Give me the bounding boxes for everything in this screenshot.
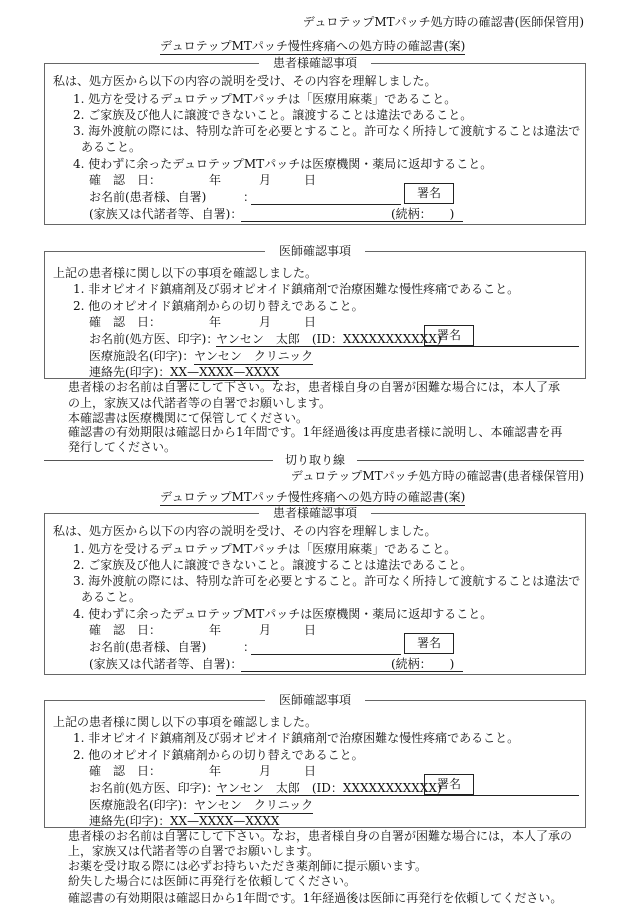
- note-line: 確認書の有効期限は確認日から1年間です。1年経過後は医師に再発行を依頼してください。: [68, 891, 563, 905]
- month-label: 月: [259, 315, 272, 329]
- doctor-confirmation-box: [44, 693, 586, 828]
- name-label: お名前(患者様、自署): [89, 190, 207, 204]
- sign-box: 署名: [424, 774, 474, 795]
- relation-label: (続柄： ): [391, 207, 455, 221]
- family-label: (家族又は代諾者等、自署)：: [89, 207, 243, 221]
- list-item: 2. 他のオピオイド鎮痛剤からの切り替えであること。: [73, 299, 364, 313]
- doc-header: デュロテップMTパッチ処方時の確認書(医師保管用): [302, 15, 584, 29]
- contact-label: 連絡先(印字)：: [89, 814, 171, 828]
- year-label: 年: [209, 315, 222, 329]
- relation-label: (続柄： ): [391, 657, 455, 671]
- doctor-name-label: お名前(処方医、印字)：: [89, 332, 219, 346]
- lead-text: 上記の患者様に関し以下の事項を確認しました。: [53, 266, 318, 280]
- date-label: 確 認 日：: [89, 764, 162, 778]
- section-heading: 医師確認事項: [265, 244, 365, 258]
- list-item: 1. 非オピオイド鎮痛剤及び弱オピオイド鎮痛剤で治療困難な慢性疼痛であること。: [73, 731, 520, 745]
- sign-box: 署名: [404, 633, 454, 654]
- note-line: 発行してください。: [68, 440, 177, 454]
- contact-label: 連絡先(印字)：: [89, 365, 171, 379]
- month-label: 月: [259, 623, 272, 637]
- family-label: (家族又は代諾者等、自署)：: [89, 657, 243, 671]
- note-line: 患者様のお名前は自署にして下さい。なお，患者様自身の自署が困難な場合には，本人了承の: [68, 829, 573, 843]
- doctor-confirmation-box: [44, 244, 586, 379]
- day-label: 日: [304, 623, 317, 637]
- facility-value: ヤンセン クリニック: [194, 349, 314, 363]
- doctor-name-value: ヤンセン 太郎 (ID：XXXXXXXXXXX): [216, 332, 442, 346]
- date-label: 確 認 日：: [89, 623, 162, 637]
- list-item: 2. 他のオピオイド鎮痛剤からの切り替えであること。: [73, 748, 364, 762]
- section-heading: 患者様確認事項: [259, 56, 371, 70]
- date-label: 確 認 日：: [89, 315, 162, 329]
- colon: ：: [243, 640, 256, 654]
- facility-label: 医療施設名(印字)：: [89, 798, 195, 812]
- lead-text: 私は、処方医から以下の内容の説明を受け、その内容を理解しました。: [53, 524, 437, 538]
- day-label: 日: [304, 764, 317, 778]
- date-label: 確 認 日：: [89, 173, 162, 187]
- list-item-continued: あること。: [81, 590, 142, 604]
- lead-text: 上記の患者様に関し以下の事項を確認しました。: [53, 715, 318, 729]
- note-line: 上，家族又は代諾者等の自署でお願いします。: [68, 844, 320, 858]
- note-line: の上，家族又は代諾者等の自署でお願いします。: [68, 396, 332, 410]
- section-heading: 患者様確認事項: [259, 506, 371, 520]
- list-item: 4. 使わずに余ったデュロテップMTパッチは医療機関・薬局に返却すること。: [73, 157, 493, 171]
- sign-box: 署名: [424, 325, 474, 346]
- list-item: 3. 海外渡航の際には、特別な許可を必要とすること。許可なく所持して渡航することは違法で: [73, 574, 581, 588]
- patient-confirmation-box: [44, 56, 586, 225]
- doc-title: デュロテップMTパッチ慢性疼痛への処方時の確認書(案): [160, 490, 466, 504]
- year-label: 年: [209, 623, 222, 637]
- cut-line-label: 切り取り線: [273, 453, 357, 467]
- lead-text: 私は、処方医から以下の内容の説明を受け、その内容を理解しました。: [53, 74, 437, 88]
- doc-header: デュロテップMTパッチ処方時の確認書(患者様保管用): [290, 469, 584, 483]
- patient-name-field[interactable]: [251, 189, 401, 205]
- patient-name-field[interactable]: [251, 639, 401, 655]
- list-item: 4. 使わずに余ったデュロテップMTパッチは医療機関・薬局に返却すること。: [73, 607, 493, 621]
- sign-box: 署名: [404, 183, 454, 204]
- list-item: 1. 非オピオイド鎮痛剤及び弱オピオイド鎮痛剤で治療困難な慢性疼痛であること。: [73, 282, 520, 296]
- month-label: 月: [259, 173, 272, 187]
- facility-label: 医療施設名(印字)：: [89, 349, 195, 363]
- name-label: お名前(患者様、自署): [89, 640, 207, 654]
- doc-title: デュロテップMTパッチ慢性疼痛への処方時の確認書(案): [160, 39, 466, 53]
- year-label: 年: [209, 173, 222, 187]
- day-label: 日: [304, 315, 317, 329]
- contact-value: XX—XXXX—XXXX: [170, 814, 280, 828]
- note-line: 紛失した場合には医師に再発行を依頼してください。: [68, 874, 357, 888]
- facility-value: ヤンセン クリニック: [194, 798, 314, 812]
- note-line: 本確認書は医療機関にて保管してください。: [68, 411, 309, 425]
- section-heading: 医師確認事項: [265, 693, 365, 707]
- list-item: 1. 処方を受けるデュロテップMTパッチは「医療用麻薬」であること。: [73, 542, 457, 556]
- day-label: 日: [304, 173, 317, 187]
- month-label: 月: [259, 764, 272, 778]
- note-line: 確認書の有効期限は確認日から1年間です。1年経過後は再度患者様に説明し、本確認書を再: [68, 425, 563, 439]
- list-item: 3. 海外渡航の際には、特別な許可を必要とすること。許可なく所持して渡航することは違法で: [73, 124, 581, 138]
- list-item: 2. ご家族及び他人に譲渡できないこと。譲渡することは違法であること。: [73, 108, 473, 122]
- note-line: 患者様のお名前は自署にして下さい。なお，患者様自身の自署が困難な場合には，本人了承: [68, 380, 561, 394]
- doctor-name-label: お名前(処方医、印字)：: [89, 781, 219, 795]
- list-item: 1. 処方を受けるデュロテップMTパッチは「医療用麻薬」であること。: [73, 92, 457, 106]
- year-label: 年: [209, 764, 222, 778]
- colon: ：: [243, 190, 256, 204]
- list-item: 2. ご家族及び他人に譲渡できないこと。譲渡することは違法であること。: [73, 558, 473, 572]
- doctor-name-value: ヤンセン 太郎 (ID：XXXXXXXXXXX): [216, 781, 442, 795]
- patient-confirmation-box: [44, 506, 586, 675]
- contact-value: XX—XXXX—XXXX: [170, 365, 280, 379]
- list-item-continued: あること。: [81, 140, 142, 154]
- note-line: お薬を受け取る際には必ずお持ちいただき薬剤師に提示願います。: [68, 859, 428, 873]
